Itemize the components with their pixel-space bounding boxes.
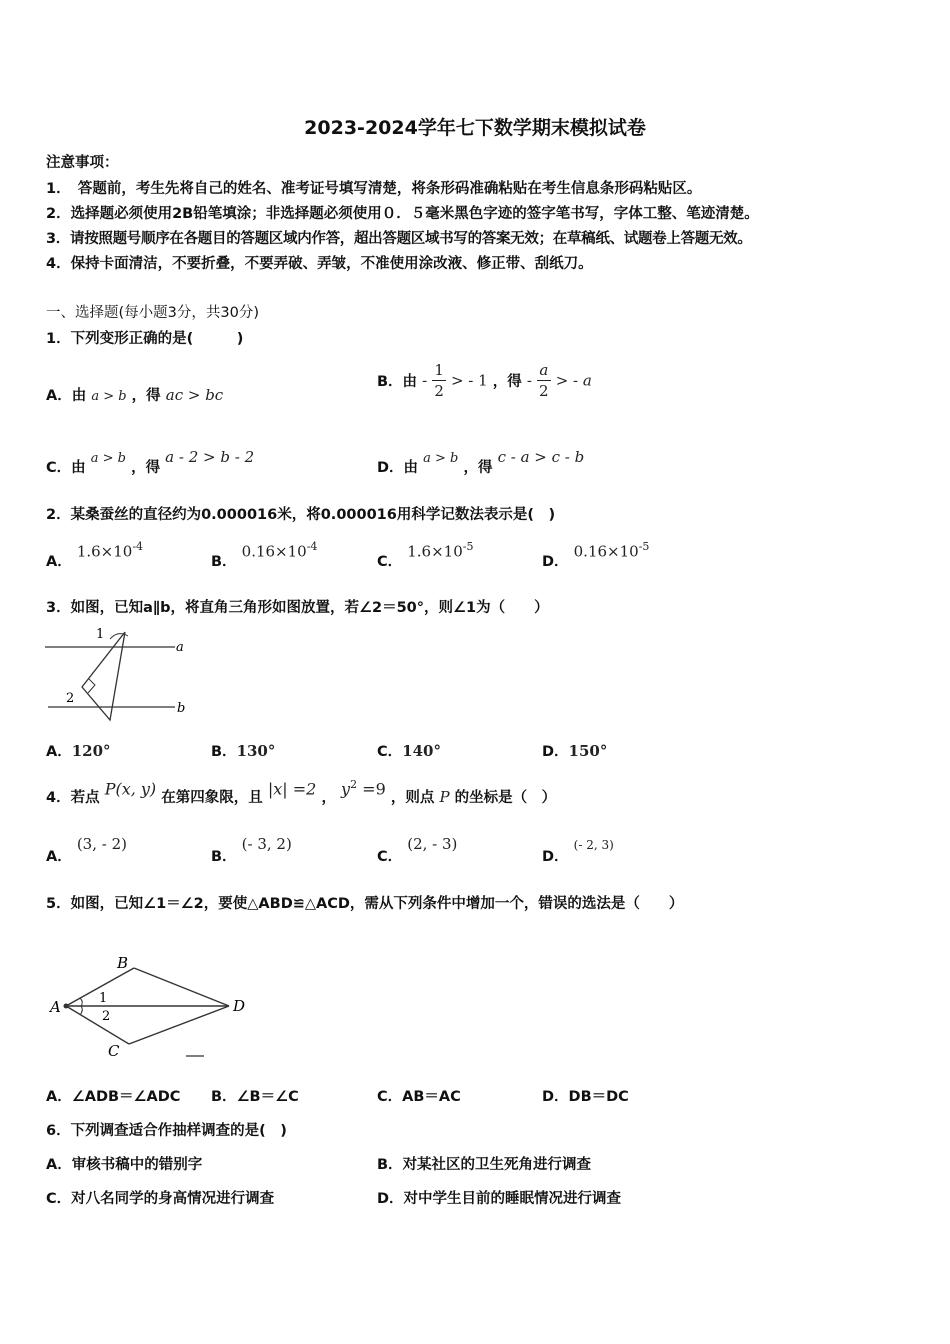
math-expr: 0.16×10 [573, 542, 639, 561]
q2-option-a[interactable] [46, 540, 144, 571]
q1-option-c[interactable] [46, 448, 255, 477]
option-label: D． [377, 1191, 404, 1207]
question-1-stem: 1．下列变形正确的是( ) [46, 331, 244, 347]
angle-1-label: 1 [96, 627, 105, 642]
option-value: 150° [568, 742, 608, 760]
math-expr: 1.6×10 [407, 542, 463, 561]
option-label: C．由 [46, 460, 86, 476]
option-label: A． [46, 554, 72, 571]
fraction-denominator: 2 [434, 382, 444, 400]
notice-item: 4．保持卡面清洁，不要折叠，不要弄破、弄皱，不准使用涂改液、修正带、刮纸刀。 [46, 256, 593, 272]
option-value: 120° [71, 742, 111, 760]
option-label: D． [542, 554, 569, 571]
option-value: (3, - 2) [76, 835, 127, 853]
notice-item: 1． 答题前，考生先将自己的姓名、准考证号填写清楚，将条形码准确粘贴在考生信息条形码粘贴区。 [46, 181, 702, 197]
fraction [432, 360, 446, 401]
fraction [537, 360, 551, 401]
angle-2-arc [80, 1006, 82, 1015]
notice-item: 3．请按照题号顺序在各题目的答题区域内作答，超出答题区域书写的答案无效；在草稿纸、试题卷上答题无效。 [46, 231, 752, 247]
math-expr: a - 2 > b - 2 [165, 448, 255, 466]
q3-option-c[interactable] [377, 740, 441, 761]
option-label: B． [377, 1157, 403, 1173]
q2-option-b[interactable] [211, 540, 318, 571]
option-label: C． [377, 1089, 403, 1105]
q1-option-a[interactable] [46, 384, 223, 405]
option-value: ∠B＝∠C [236, 1089, 299, 1105]
q4-text: ，则点 [390, 790, 435, 807]
right-angle-mark [88, 679, 95, 693]
angle-2-label: 2 [102, 1009, 111, 1024]
option-value: 对中学生目前的睡眠情况进行调查 [403, 1191, 622, 1207]
math-expr: P [439, 788, 450, 807]
option-label: C． [377, 744, 403, 760]
option-label: C． [377, 849, 403, 865]
option-label: D． [542, 849, 569, 865]
question-4-stem [46, 778, 557, 807]
math-expr: y [341, 779, 351, 799]
q3-figure [40, 622, 200, 727]
q6-option-c[interactable] [46, 1187, 274, 1208]
q4-text: 的坐标是（ ） [454, 790, 557, 807]
label-b: B [117, 954, 129, 972]
q4-text: 在第四象限，且 [161, 790, 263, 807]
section-heading: 一、选择题(每小题3分，共30分) [46, 305, 259, 321]
q6-option-b[interactable] [377, 1153, 591, 1174]
question-5-stem: 5．如图，已知∠1＝∠2，要使△ABD≌△ACD，需从下列条件中增加一个，错误的选法是（ ） [46, 896, 684, 912]
option-label: A． [46, 1157, 72, 1173]
math-exponent: -4 [132, 540, 144, 553]
q5-option-c[interactable] [377, 1085, 461, 1106]
line-a-label: a [176, 640, 184, 655]
option-value: (2, - 3) [407, 835, 458, 853]
option-value: (- 2, 3) [573, 838, 614, 852]
q3-option-d[interactable] [542, 740, 607, 761]
option-text: ，得 [131, 388, 161, 404]
angle-1-arc [110, 634, 128, 639]
option-label: B． [211, 554, 237, 571]
option-value: AB＝AC [402, 1089, 461, 1105]
option-label: B． [211, 849, 237, 865]
q2-option-d[interactable] [542, 540, 650, 571]
q4-option-b[interactable] [211, 833, 292, 865]
math-expr: c - a > c - b [497, 448, 585, 466]
math-expr: > - a [555, 371, 592, 390]
option-label: D． [542, 744, 569, 760]
math-expr: ac > bc [165, 386, 224, 404]
math-exponent: -4 [306, 540, 318, 553]
math-exponent: -5 [638, 540, 650, 553]
option-label: B． [211, 744, 237, 760]
option-value: ∠ADB＝∠ADC [71, 1089, 181, 1105]
point-a [64, 1004, 69, 1009]
option-text: ，得 [492, 374, 522, 390]
option-text: ，得 [463, 460, 493, 476]
q1-option-b[interactable] [377, 360, 592, 401]
q6-option-a[interactable] [46, 1153, 202, 1174]
option-label: C． [46, 1191, 72, 1207]
fraction-numerator: 1 [434, 361, 444, 379]
label-c: C [108, 1042, 120, 1060]
option-value: 对八名同学的身高情况进行调查 [71, 1191, 275, 1207]
question-3-stem: 3．如图，已知a∥b，将直角三角形如图放置，若∠2＝50°，则∠1为（ ） [46, 600, 549, 616]
math-expr: |x| =2 [267, 779, 317, 799]
math-sign: - [422, 371, 428, 390]
segment-bd [134, 968, 229, 1006]
option-label: C． [377, 554, 403, 571]
question-2-stem: 2．某桑蚕丝的直径约为0.000016米，将0.000016用科学记数法表示是( ) [46, 507, 556, 523]
notice-item: 2．选择题必须使用2B铅笔填涂；非选择题必须使用０．５毫米黑色字迹的签字笔书写，字体工整、笔迹清楚。 [46, 206, 759, 222]
option-value: 审核书稿中的错别字 [71, 1157, 203, 1173]
option-value: (- 3, 2) [241, 835, 292, 853]
option-label: D．由 [377, 460, 419, 476]
q4-option-a[interactable] [46, 833, 127, 865]
q4-text: ， [321, 790, 336, 807]
notice-heading: 注意事项： [46, 155, 119, 171]
option-label: A． [46, 1089, 72, 1105]
label-a: A [50, 998, 61, 1016]
q6-option-d[interactable] [377, 1187, 621, 1208]
math-expr: a > b [90, 451, 126, 466]
q5-option-b[interactable] [211, 1085, 299, 1106]
angle-1-label: 1 [99, 991, 108, 1006]
line-b-label: b [177, 701, 186, 716]
option-text: ，得 [131, 460, 161, 476]
option-label: B． [211, 1089, 237, 1105]
option-label: A．由 [46, 388, 87, 404]
q2-option-c[interactable] [377, 540, 474, 571]
page-title: 2023-2024学年七下数学期末模拟试卷 [304, 117, 646, 139]
math-expr: > - 1 [450, 371, 488, 390]
math-expr: 0.16×10 [241, 542, 307, 561]
q4-option-d[interactable] [542, 833, 614, 865]
option-value: DB＝DC [568, 1089, 629, 1105]
math-expr: a > b [423, 451, 459, 466]
option-value: 对某社区的卫生死角进行调查 [402, 1157, 592, 1173]
q3-option-a[interactable] [46, 740, 111, 761]
q1-option-d[interactable] [377, 448, 585, 477]
segment-ac [66, 1006, 129, 1044]
math-expr: a > b [91, 389, 127, 404]
math-sign: - [526, 371, 532, 390]
q3-option-b[interactable] [211, 740, 275, 761]
fraction-denominator: 2 [539, 382, 549, 400]
angle-1-arc [80, 998, 82, 1006]
angle-2-label: 2 [66, 691, 75, 706]
option-label: D． [542, 1089, 569, 1105]
fraction-numerator: a [537, 360, 551, 381]
q5-option-a[interactable] [46, 1085, 180, 1106]
math-exponent: -5 [462, 540, 474, 553]
math-expr: 1.6×10 [76, 542, 133, 561]
math-expr: =9 [357, 779, 386, 799]
math-exponent: 2 [350, 778, 358, 791]
q4-text: 4．若点 [46, 790, 100, 807]
q5-figure [44, 948, 264, 1068]
math-expr: P(x, y) [104, 779, 157, 799]
q5-option-d[interactable] [542, 1085, 629, 1106]
label-d: D [233, 997, 246, 1015]
question-6-stem: 6．下列调查适合作抽样调查的是( ) [46, 1123, 287, 1139]
option-label: B．由 [377, 374, 418, 390]
option-value: 140° [402, 742, 441, 760]
option-label: A． [46, 849, 72, 865]
segment-cd [129, 1006, 229, 1044]
option-label: A． [46, 744, 72, 760]
option-value: 130° [236, 742, 276, 760]
q4-option-c[interactable] [377, 833, 458, 865]
